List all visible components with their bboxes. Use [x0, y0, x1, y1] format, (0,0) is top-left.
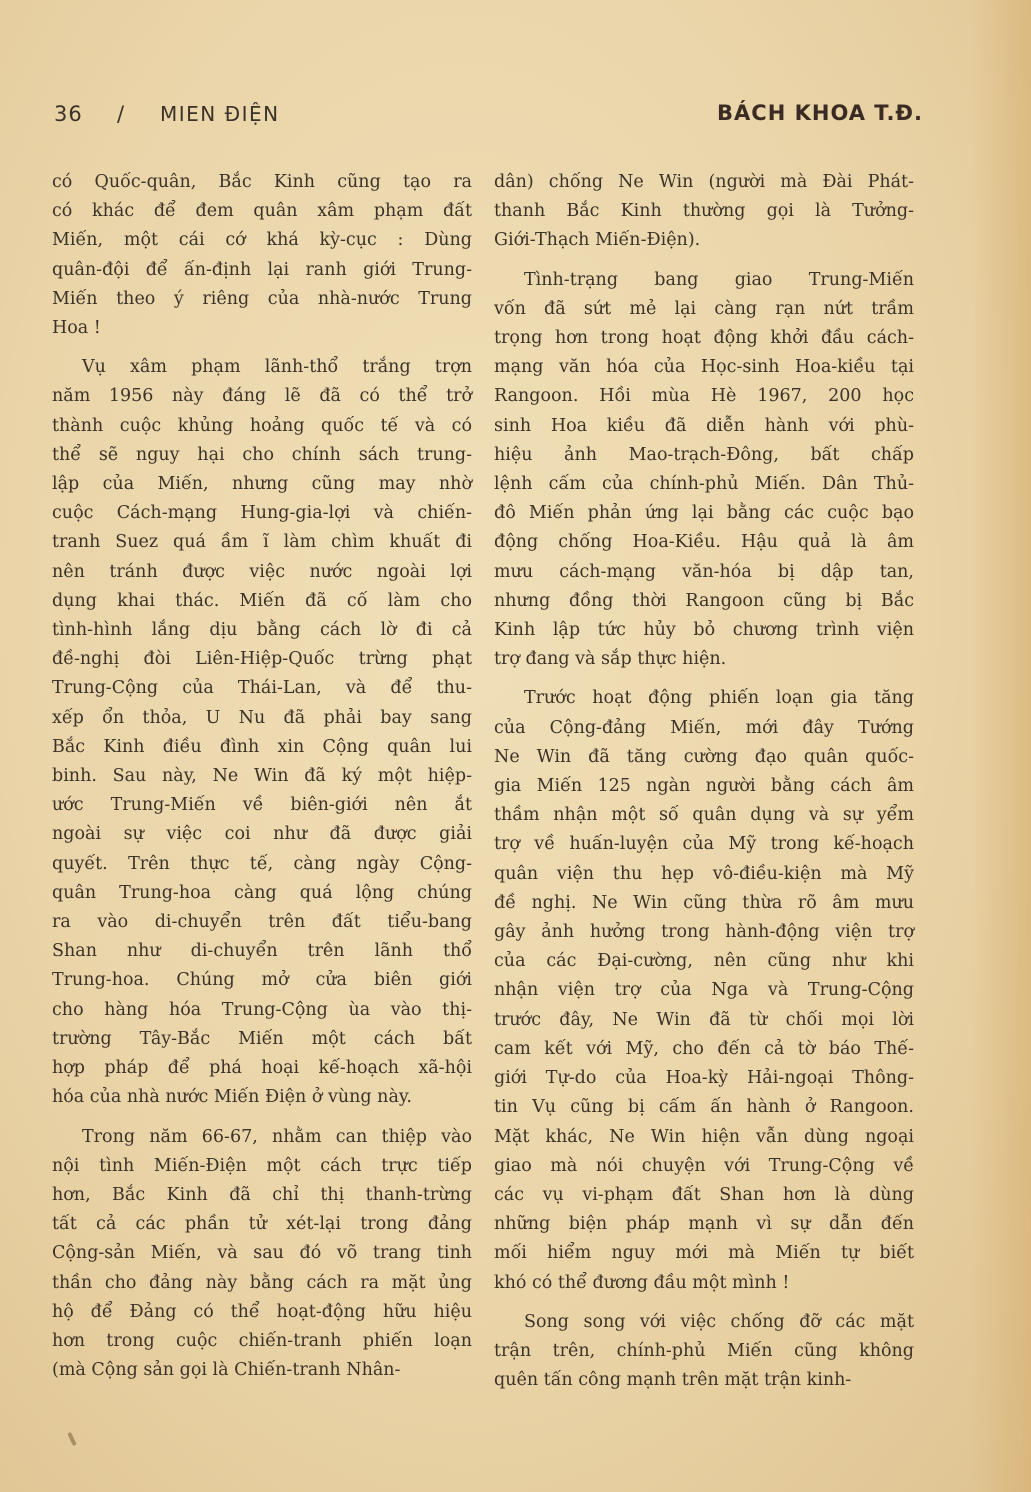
text-line: thành cuộc khủng hoảng quốc tế và có — [52, 415, 472, 436]
text-line: Kinh lập tức hủy bỏ chương trình viện — [494, 620, 914, 641]
text-line: tình-hình lắng dịu bằng cách lờ đi cả — [52, 620, 472, 641]
text-line: Miến theo ý riêng của nhà-nước Trung — [52, 288, 472, 309]
text-line: Trong năm 66-67, nhằm can thiệp vào — [82, 1126, 472, 1147]
text-line: của các Đại-cường, nên cũng như khi — [494, 951, 914, 972]
text-line: thể sẽ nguy hại cho chính sách trung- — [52, 444, 472, 465]
text-line: giao mà nói chuyện với Trung-Cộng về — [494, 1155, 914, 1176]
running-title: MIEN ĐIỆN — [160, 102, 280, 126]
text-line: Giới-Thạch Miến-Điện). — [494, 230, 701, 251]
text-line: xếp ổn thỏa, U Nu đã phải bay sang — [52, 707, 472, 728]
text-line: Vụ xâm phạm lãnh-thổ trắng trợn — [82, 357, 472, 378]
paragraph — [52, 353, 472, 1112]
paragraph — [52, 168, 472, 343]
text-line: có khác để đem quân xâm phạm đất — [52, 201, 472, 222]
text-line: vốn đã sứt mẻ lại càng rạn nứt trầm — [494, 298, 914, 319]
text-line: Trước hoạt động phiến loạn gia tăng — [524, 688, 914, 709]
text-line: cho hàng hóa Trung-Cộng ùa vào thị- — [52, 999, 472, 1020]
text-line: tranh Suez quá ầm ĩ làm chìm khuất đi — [52, 532, 472, 553]
text-line: Hoa ! — [52, 318, 101, 339]
text-line: trọng hơn trong hoạt động khởi đầu cách- — [494, 328, 914, 349]
text-line: hộ để Đảng có thể hoạt-động hữu hiệu — [52, 1301, 472, 1322]
text-line: gây ảnh hưởng trong hành-động viện trợ — [494, 922, 914, 943]
text-line: Shan như di-chuyển trên lãnh thổ — [52, 941, 472, 962]
text-line: của Cộng-đảng Miến, mới đây Tướng — [494, 717, 914, 738]
text-line: đề nghị. Ne Win cũng thừa rõ âm mưu — [494, 892, 914, 913]
header-separator: / — [117, 102, 125, 126]
text-line: trận trên, chính-phủ Miến cũng không — [494, 1340, 914, 1361]
text-line: ra vào di-chuyển trên đất tiểu-bang — [52, 912, 472, 933]
text-line: Rangoon. Hồi mùa Hè 1967, 200 học — [494, 386, 914, 407]
text-line: thần cho đảng này bằng cách ra mặt ủng — [52, 1272, 472, 1293]
text-line: các vụ vi-phạm đất Shan hơn là dùng — [494, 1184, 914, 1205]
text-line: ngoài sự việc coi như đã được giải — [52, 824, 472, 845]
text-line: có Quốc-quân, Bắc Kinh cũng tạo ra — [52, 172, 472, 192]
text-line: cam kết với Mỹ, cho đến cả tờ báo Thế- — [494, 1038, 914, 1059]
text-line: mối hiểm nguy mới mà Miến tự biết — [494, 1243, 914, 1264]
paragraph — [494, 266, 914, 675]
text-line: Trung-Cộng của Thái-Lan, và để thu- — [52, 678, 472, 699]
text-line: Cộng-sản Miến, và sau đó võ trang tinh — [52, 1243, 472, 1264]
text-line: lập của Miến, nhưng cũng may nhờ — [52, 474, 472, 495]
text-line: ước Trung-Miến về biên-giới nên ắt — [52, 795, 472, 816]
text-line: cuộc Cách-mạng Hung-gia-lợi và chiến- — [52, 503, 472, 524]
text-line: hiệu ảnh Mao-trạch-Đông, bất chấp — [494, 444, 914, 465]
text-line: nên tránh được việc nước ngoài lợi — [52, 561, 472, 582]
text-line: hóa của nhà nước Miến Điện ở vùng này. — [52, 1087, 412, 1108]
text-line: đô Miến phản ứng lại bằng các cuộc bạo — [494, 503, 914, 524]
text-line: (mà Cộng sản gọi là Chiến-tranh Nhân- — [52, 1360, 401, 1381]
text-line: Bắc Kinh điều đình xin Cộng quân lui — [52, 736, 472, 757]
left-text-column — [52, 168, 472, 1395]
text-line: thanh Bắc Kinh thường gọi là Tưởng- — [494, 201, 914, 222]
page-edge-stain — [971, 0, 1031, 1492]
text-line: Song song với việc chống đỡ các mặt — [524, 1311, 914, 1332]
text-line: năm 1956 này đáng lẽ đã có thể trở — [52, 386, 472, 407]
right-text-column — [494, 168, 914, 1405]
text-line: trước đây, Ne Win đã từ chối mọi lời — [494, 1009, 914, 1030]
text-line: hơn trong cuộc chiến-tranh phiến loạn — [52, 1330, 472, 1351]
text-line: lệnh cấm của chính-phủ Miến. Dân Thủ- — [494, 474, 914, 495]
text-line: hợp pháp để phá hoại kế-hoạch xã-hội — [52, 1058, 472, 1079]
text-line: giới Tự-do của Hoa-kỳ Hải-ngoại Thông- — [494, 1068, 914, 1089]
text-line: dụng khai thác. Miến đã cố làm cho — [52, 590, 472, 611]
text-line: tin Vụ cũng bị cấm ấn hành ở Rangoon. — [494, 1097, 914, 1118]
text-line: khó có thể đương đầu một mình ! — [494, 1272, 790, 1293]
text-line: những biện pháp mạnh vì sự dẫn đến — [494, 1214, 914, 1235]
text-line: nhận viện trợ của Nga và Trung-Cộng — [494, 980, 914, 1001]
text-line: trợ về huấn-luyện của Mỹ trong kế-hoạch — [494, 834, 914, 855]
text-line: Ne Win đã tăng cường đạo quân quốc- — [494, 746, 914, 767]
text-line: động chống Hoa-Kiều. Hậu quả là âm — [494, 532, 914, 553]
text-line: trợ đang và sắp thực hiện. — [494, 649, 727, 670]
page-number: 36 — [54, 102, 83, 126]
text-line: quyết. Trên thực tế, càng ngày Cộng- — [52, 853, 472, 874]
text-line: quên tấn công mạnh trên mặt trận kinh- — [494, 1370, 852, 1391]
text-line: trường Tây-Bắc Miến một cách bất — [52, 1028, 472, 1049]
paragraph — [494, 684, 914, 1297]
text-line: quân-đội để ấn-định lại ranh giới Trung- — [52, 259, 472, 280]
text-line: Mặt khác, Ne Win hiện vẫn dùng ngoại — [494, 1126, 914, 1147]
text-line: tất cả các phần tử xét-lại trong đảng — [52, 1214, 472, 1235]
running-header — [0, 96, 1031, 136]
text-line: Tình-trạng bang giao Trung-Miến — [524, 269, 914, 290]
text-line: nội tình Miến-Điện một cách trực tiếp — [52, 1155, 472, 1176]
text-line: Trung-hoa. Chúng mở cửa biên giới — [52, 970, 472, 991]
paragraph — [52, 1123, 472, 1386]
text-line: Miến, một cái cớ khá kỳ-cục : Dùng — [52, 230, 472, 251]
text-line: sinh Hoa kiều đã diễn hành với phù- — [494, 415, 914, 436]
text-line: quân viện thu hẹp vô-điều-kiện mà Mỹ — [494, 863, 914, 884]
text-line: binh. Sau này, Ne Win đã ký một hiệp- — [52, 766, 472, 787]
text-line: dân) chống Ne Win (người mà Đài Phát- — [494, 172, 914, 192]
text-line: mưu cách-mạng văn-hóa bị dập tan, — [494, 561, 914, 582]
text-line: hơn, Bắc Kinh đã chỉ thị thanh-trừng — [52, 1184, 472, 1205]
text-line: quân Trung-hoa càng quá lộng chúng — [52, 882, 472, 903]
paragraph — [494, 1308, 914, 1396]
text-line: gia Miến 125 ngàn người bằng cách âm — [494, 776, 914, 797]
text-line: đề-nghị đòi Liên-Hiệp-Quốc trừng phạt — [52, 649, 472, 670]
journal-title: BÁCH KHOA T.Đ. — [717, 101, 923, 125]
text-line: thầm nhận một số quân dụng và sự yểm — [494, 805, 914, 826]
text-line: nhưng đồng thời Rangoon cũng bị Bắc — [494, 590, 914, 611]
paragraph — [494, 168, 914, 256]
text-line: mạng văn hóa của Học-sinh Hoa-kiều tại — [494, 357, 914, 378]
